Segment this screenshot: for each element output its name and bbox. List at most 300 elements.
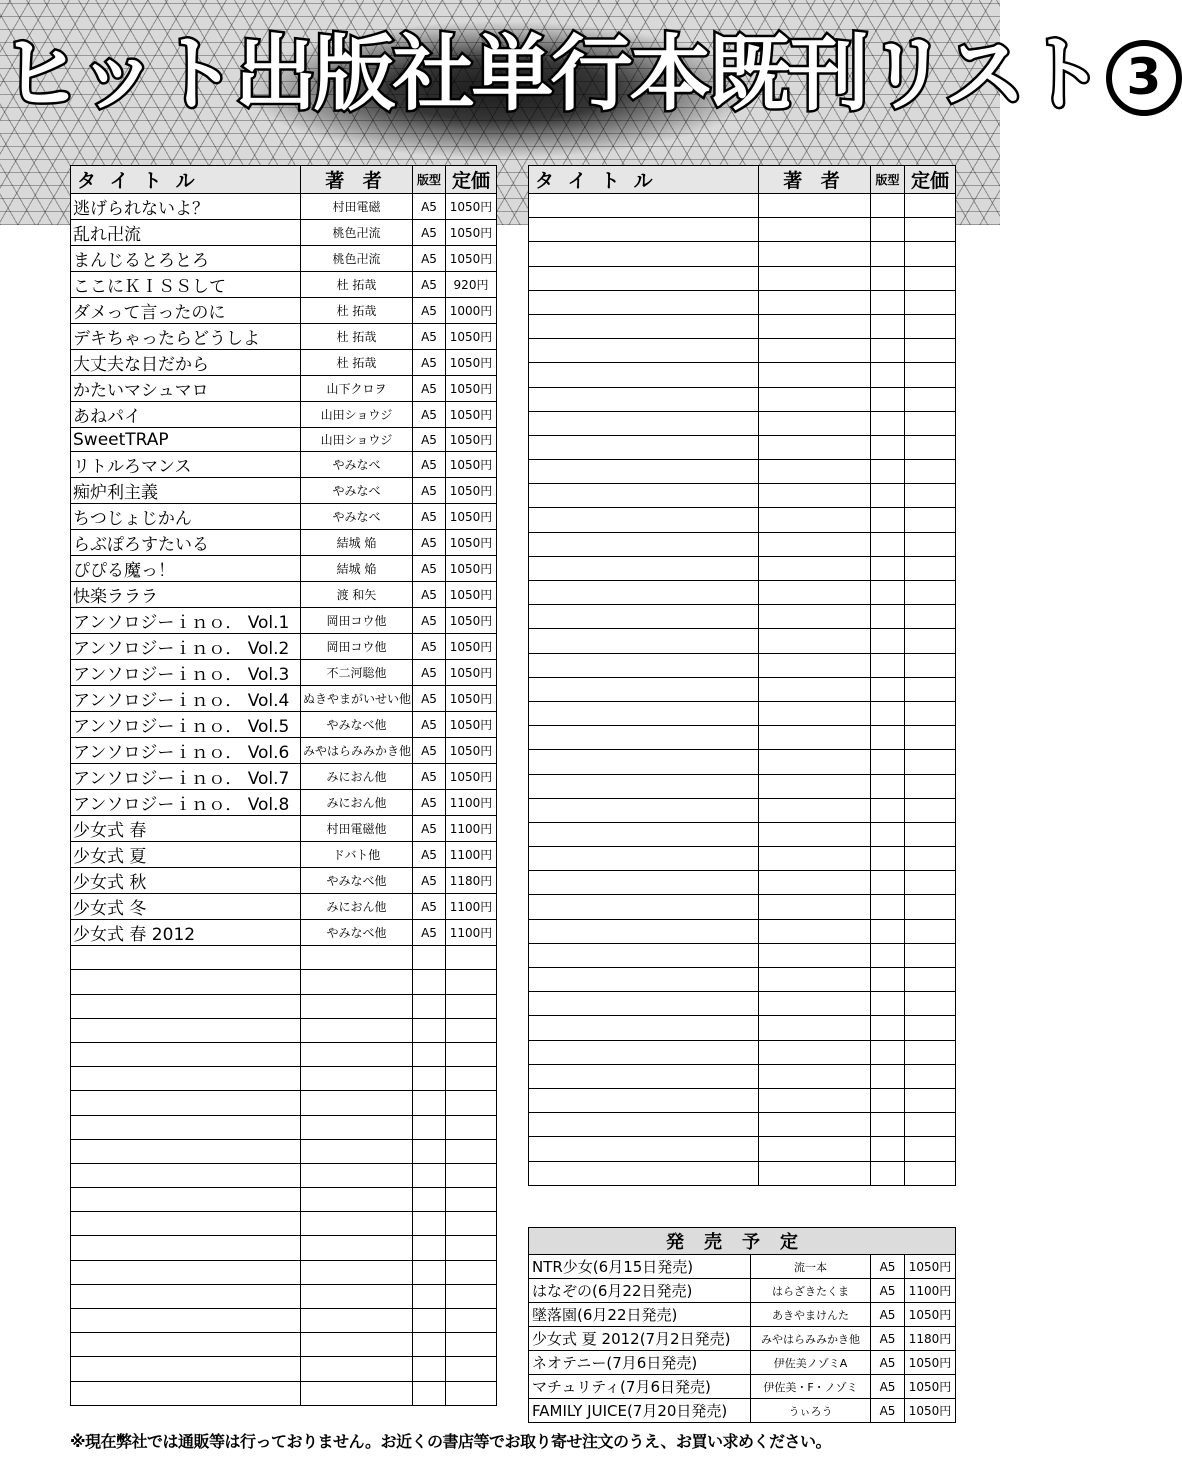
- cell-title: [529, 242, 759, 266]
- cell-author: やみなべ: [301, 452, 413, 478]
- cell-title: [71, 1381, 301, 1405]
- table-row: [71, 1018, 497, 1042]
- cell-format: A5: [413, 504, 446, 530]
- cell-price: [905, 581, 956, 605]
- cell-author: はらざきたくま: [751, 1279, 871, 1303]
- cell-format: A5: [413, 478, 446, 504]
- cell-title: [71, 1067, 301, 1091]
- cell-price: [446, 1333, 497, 1357]
- cell-title: [529, 484, 759, 508]
- cell-price: [446, 970, 497, 994]
- cell-author: やみなべ他: [301, 868, 413, 894]
- cell-author: [759, 290, 871, 314]
- table-row: [529, 1375, 956, 1399]
- cell-author: [301, 994, 413, 1018]
- cell-author: [759, 726, 871, 750]
- cell-title: [71, 1042, 301, 1066]
- cell-price: [905, 314, 956, 338]
- cell-price: [905, 968, 956, 992]
- cell-format: [413, 1067, 446, 1091]
- cell-format: A5: [413, 816, 446, 842]
- cell-price: [905, 242, 956, 266]
- table-row: [71, 1309, 497, 1333]
- cell-price: [905, 1064, 956, 1088]
- page-title: ヒット出版社単行本既刊リスト 3: [0, 20, 1000, 130]
- cell-author: 渡 和矢: [301, 582, 413, 608]
- table-row: [529, 798, 956, 822]
- cell-price: [905, 339, 956, 363]
- cell-title: かたいマシュマロ: [71, 376, 301, 402]
- cell-author: [759, 387, 871, 411]
- cell-title: [529, 460, 759, 484]
- cell-author: 山田ショウジ: [301, 402, 413, 428]
- cell-price: [446, 1357, 497, 1381]
- cell-price: [905, 435, 956, 459]
- cell-price: [905, 460, 956, 484]
- cell-format: [871, 1137, 905, 1161]
- cell-price: [905, 919, 956, 943]
- table-row: [529, 314, 956, 338]
- cell-title: ちつじょじかん: [71, 504, 301, 530]
- cell-title: 痴炉利主義: [71, 478, 301, 504]
- cell-price: [446, 1163, 497, 1187]
- cell-title: アンソロジーｉｎｏ． Vol.5: [71, 712, 301, 738]
- cell-title: [529, 1113, 759, 1137]
- cell-price: 1050円: [446, 582, 497, 608]
- table-row: [529, 629, 956, 653]
- cell-format: A5: [413, 868, 446, 894]
- table-row: [71, 712, 497, 738]
- cell-format: A5: [413, 350, 446, 376]
- cell-format: A5: [413, 556, 446, 582]
- cell-title: [529, 677, 759, 701]
- cell-format: [871, 798, 905, 822]
- cell-title: 少女式 冬: [71, 894, 301, 920]
- table-row: [529, 726, 956, 750]
- cell-format: [871, 992, 905, 1016]
- cell-title: あねパイ: [71, 402, 301, 428]
- table-row: [529, 1137, 956, 1161]
- cell-author: 伊佐美・F・ノゾミ: [751, 1375, 871, 1399]
- cell-author: ドバト他: [301, 842, 413, 868]
- cell-author: [759, 774, 871, 798]
- cell-format: A5: [413, 582, 446, 608]
- cell-format: [871, 435, 905, 459]
- cell-title: [529, 605, 759, 629]
- table-row: [71, 1260, 497, 1284]
- cell-author: [759, 339, 871, 363]
- cell-format: [871, 629, 905, 653]
- cell-author: [759, 992, 871, 1016]
- cell-price: [905, 1016, 956, 1040]
- cell-format: [871, 218, 905, 242]
- cell-author: [301, 1042, 413, 1066]
- cell-title: アンソロジーｉｎｏ． Vol.2: [71, 634, 301, 660]
- cell-author: 村田電磁: [301, 194, 413, 220]
- cell-format: A5: [871, 1375, 905, 1399]
- cell-format: A5: [871, 1351, 905, 1375]
- table-row: [529, 484, 956, 508]
- cell-format: [871, 726, 905, 750]
- cell-title: デキちゃったらどうしよ: [71, 324, 301, 350]
- cell-format: [871, 460, 905, 484]
- table-row: [71, 970, 497, 994]
- cell-format: [871, 750, 905, 774]
- cell-title: [529, 822, 759, 846]
- cell-price: [446, 1309, 497, 1333]
- cell-format: [871, 943, 905, 967]
- cell-price: [905, 895, 956, 919]
- cell-format: A5: [413, 220, 446, 246]
- cell-format: [871, 556, 905, 580]
- cell-price: 1050円: [446, 608, 497, 634]
- cell-price: 1050円: [446, 324, 497, 350]
- cell-author: 岡田コウ他: [301, 608, 413, 634]
- header-row: [529, 166, 956, 194]
- cell-author: [759, 1161, 871, 1185]
- cell-format: [871, 363, 905, 387]
- cell-format: A5: [413, 402, 446, 428]
- cell-price: 1100円: [446, 920, 497, 946]
- cell-format: [871, 1113, 905, 1137]
- table-row: [529, 1279, 956, 1303]
- cell-price: 1050円: [446, 660, 497, 686]
- cell-title: [529, 290, 759, 314]
- cell-price: 1050円: [446, 634, 497, 660]
- cell-format: A5: [413, 920, 446, 946]
- table-row: [529, 290, 956, 314]
- cell-format: A5: [413, 272, 446, 298]
- table-row: [71, 504, 497, 530]
- cell-price: [446, 1260, 497, 1284]
- cell-format: [871, 968, 905, 992]
- cell-price: 1050円: [446, 376, 497, 402]
- cell-price: [905, 508, 956, 532]
- cell-price: [905, 266, 956, 290]
- cell-author: [759, 218, 871, 242]
- cell-title: [529, 218, 759, 242]
- cell-title: [529, 992, 759, 1016]
- cell-format: [413, 1212, 446, 1236]
- cell-author: [759, 1137, 871, 1161]
- cell-format: [413, 1381, 446, 1405]
- table-row: [529, 363, 956, 387]
- cell-author: [301, 1091, 413, 1115]
- table-row: [71, 376, 497, 402]
- cell-title: [529, 968, 759, 992]
- cell-author: [759, 242, 871, 266]
- cell-price: 1100円: [446, 894, 497, 920]
- cell-title: [71, 1018, 301, 1042]
- table-row: [71, 582, 497, 608]
- cell-title: [71, 1212, 301, 1236]
- cell-format: [871, 266, 905, 290]
- cell-author: やみなべ: [301, 478, 413, 504]
- cell-title: [529, 363, 759, 387]
- table-row: [529, 1351, 956, 1375]
- table-row: [529, 1399, 956, 1423]
- cell-author: [301, 1381, 413, 1405]
- table-row: [529, 1088, 956, 1112]
- cell-author: やみなべ: [301, 504, 413, 530]
- cell-format: A5: [413, 738, 446, 764]
- cell-title: [71, 1163, 301, 1187]
- cell-title: [529, 314, 759, 338]
- cell-price: [905, 532, 956, 556]
- cell-title: アンソロジーｉｎｏ． Vol.7: [71, 764, 301, 790]
- cell-price: [446, 1236, 497, 1260]
- cell-format: [413, 946, 446, 970]
- cell-author: [759, 605, 871, 629]
- table-row: [529, 435, 956, 459]
- cell-price: [446, 946, 497, 970]
- cell-title: らぶぽろすたいる: [71, 530, 301, 556]
- cell-author: 結城 焔: [301, 530, 413, 556]
- cell-title: [529, 701, 759, 725]
- table-row: [529, 1255, 956, 1279]
- cell-format: [871, 387, 905, 411]
- cell-author: [301, 1139, 413, 1163]
- column-title: タイトル: [71, 166, 301, 194]
- cell-author: [759, 1016, 871, 1040]
- cell-title: [529, 532, 759, 556]
- cell-title: [71, 1139, 301, 1163]
- column-author: 著 者: [759, 166, 871, 194]
- table-row: [71, 194, 497, 220]
- table-row: [529, 605, 956, 629]
- cell-format: [871, 1161, 905, 1185]
- book-list-right: [528, 165, 956, 1186]
- cell-author: 杜 拓哉: [301, 324, 413, 350]
- cell-author: [759, 822, 871, 846]
- upcoming-releases-table: [528, 1227, 956, 1423]
- cell-author: [759, 847, 871, 871]
- cell-author: 桃色卍流: [301, 220, 413, 246]
- table-row: [529, 581, 956, 605]
- table-row: [71, 816, 497, 842]
- cell-author: 伊佐美ノゾミA: [751, 1351, 871, 1375]
- cell-price: 920円: [446, 272, 497, 298]
- cell-author: [759, 411, 871, 435]
- cell-format: A5: [413, 452, 446, 478]
- cell-title: 墜落園(6月22日発売): [529, 1303, 751, 1327]
- cell-author: みにおん他: [301, 790, 413, 816]
- cell-title: [71, 946, 301, 970]
- header-row: [71, 166, 497, 194]
- cell-price: 1050円: [446, 504, 497, 530]
- cell-title: リトルろマンス: [71, 452, 301, 478]
- cell-title: マチュリティ(7月6日発売): [529, 1375, 751, 1399]
- cell-format: [413, 1018, 446, 1042]
- table-row: [529, 774, 956, 798]
- cell-title: [529, 435, 759, 459]
- cell-title: [529, 750, 759, 774]
- cell-title: [529, 798, 759, 822]
- cell-price: 1100円: [446, 816, 497, 842]
- cell-title: アンソロジーｉｎｏ． Vol.3: [71, 660, 301, 686]
- cell-price: [905, 822, 956, 846]
- table-row: [71, 246, 497, 272]
- book-list-left: [70, 165, 497, 1406]
- cell-author: [759, 798, 871, 822]
- table-row: [529, 532, 956, 556]
- table-row: [71, 530, 497, 556]
- cell-title: 少女式 春: [71, 816, 301, 842]
- table-row: [71, 1212, 497, 1236]
- cell-format: [413, 1139, 446, 1163]
- cell-author: [301, 1357, 413, 1381]
- table-row: [529, 1113, 956, 1137]
- cell-title: [529, 774, 759, 798]
- cell-price: [446, 1188, 497, 1212]
- cell-format: [413, 1091, 446, 1115]
- table-row: [529, 847, 956, 871]
- cell-format: A5: [413, 686, 446, 712]
- cell-price: [446, 1018, 497, 1042]
- table-row: [529, 677, 956, 701]
- cell-author: みにおん他: [301, 764, 413, 790]
- table-row: [529, 992, 956, 1016]
- table-row: [71, 1091, 497, 1115]
- table-row: [529, 411, 956, 435]
- cell-title: はなぞの(6月22日発売): [529, 1279, 751, 1303]
- cell-author: 村田電磁他: [301, 816, 413, 842]
- column-author: 著 者: [301, 166, 413, 194]
- cell-format: A5: [413, 764, 446, 790]
- cell-author: [759, 677, 871, 701]
- table-row: [71, 1381, 497, 1405]
- cell-price: [905, 1137, 956, 1161]
- cell-format: [871, 847, 905, 871]
- cell-format: [413, 1163, 446, 1187]
- table-row: [529, 1161, 956, 1185]
- table-row: [529, 556, 956, 580]
- cell-format: A5: [871, 1279, 905, 1303]
- table-row: [71, 738, 497, 764]
- cell-author: [759, 1088, 871, 1112]
- cell-title: [529, 629, 759, 653]
- table-row: [71, 478, 497, 504]
- cell-author: [759, 943, 871, 967]
- cell-price: [446, 1042, 497, 1066]
- table-row: [71, 686, 497, 712]
- cell-price: [905, 774, 956, 798]
- cell-title: [71, 1188, 301, 1212]
- cell-author: 山田ショウジ: [301, 428, 413, 452]
- cell-author: [301, 1115, 413, 1139]
- cell-author: 杜 拓哉: [301, 350, 413, 376]
- table-row: [529, 218, 956, 242]
- cell-title: [529, 194, 759, 218]
- column-price: 定価: [446, 166, 497, 194]
- cell-format: [871, 508, 905, 532]
- cell-title: [71, 1236, 301, 1260]
- cell-author: [301, 1212, 413, 1236]
- cell-title: 少女式 秋: [71, 868, 301, 894]
- cell-author: [301, 1188, 413, 1212]
- cell-title: [529, 919, 759, 943]
- cell-title: アンソロジーｉｎｏ． Vol.6: [71, 738, 301, 764]
- cell-title: アンソロジーｉｎｏ． Vol.4: [71, 686, 301, 712]
- column-format: 版型: [413, 166, 446, 194]
- cell-price: 1050円: [446, 220, 497, 246]
- table-row: [71, 994, 497, 1018]
- cell-price: 1000円: [446, 298, 497, 324]
- cell-format: A5: [413, 246, 446, 272]
- cell-price: 1050円: [446, 712, 497, 738]
- cell-format: [413, 994, 446, 1018]
- cell-title: [529, 508, 759, 532]
- cell-author: [301, 1260, 413, 1284]
- cell-author: [759, 968, 871, 992]
- cell-title: [71, 1115, 301, 1139]
- table-row: [529, 701, 956, 725]
- cell-price: [905, 1113, 956, 1137]
- cell-format: [413, 1236, 446, 1260]
- cell-title: [71, 1260, 301, 1284]
- cell-title: [71, 1357, 301, 1381]
- cell-price: 1050円: [905, 1375, 956, 1399]
- cell-author: [759, 484, 871, 508]
- cell-title: [529, 1088, 759, 1112]
- cell-price: [905, 363, 956, 387]
- cell-title: [71, 1309, 301, 1333]
- cell-title: [529, 847, 759, 871]
- cell-title: ネオテニー(7月6日発売): [529, 1351, 751, 1375]
- cell-format: A5: [413, 894, 446, 920]
- table-row: [71, 634, 497, 660]
- cell-title: ダメって言ったのに: [71, 298, 301, 324]
- cell-title: 少女式 夏 2012(7月2日発売): [529, 1327, 751, 1351]
- table-row: [71, 1139, 497, 1163]
- cell-author: 岡田コウ他: [301, 634, 413, 660]
- cell-author: 山下クロヲ: [301, 376, 413, 402]
- cell-price: [446, 1212, 497, 1236]
- cell-title: [529, 726, 759, 750]
- table-row: [71, 272, 497, 298]
- cell-price: [905, 411, 956, 435]
- cell-author: 流一本: [751, 1255, 871, 1279]
- cell-format: A5: [871, 1399, 905, 1423]
- table-row: [529, 895, 956, 919]
- table-row: [529, 194, 956, 218]
- cell-format: A5: [413, 660, 446, 686]
- cell-author: [301, 1163, 413, 1187]
- table-row: [71, 428, 497, 452]
- cell-format: A5: [413, 842, 446, 868]
- table-row: [71, 402, 497, 428]
- cell-price: 1100円: [905, 1279, 956, 1303]
- cell-format: [871, 411, 905, 435]
- cell-format: [871, 774, 905, 798]
- cell-price: 1050円: [905, 1303, 956, 1327]
- cell-title: 少女式 春 2012: [71, 920, 301, 946]
- table-row: [529, 1016, 956, 1040]
- table-row: [71, 298, 497, 324]
- table-row: [71, 1067, 497, 1091]
- cell-price: 1050円: [446, 530, 497, 556]
- cell-price: [446, 1381, 497, 1405]
- table-row: [71, 790, 497, 816]
- cell-author: [301, 1018, 413, 1042]
- cell-author: [301, 1284, 413, 1308]
- cell-author: [759, 435, 871, 459]
- cell-title: 大丈夫な日だから: [71, 350, 301, 376]
- cell-price: 1050円: [905, 1351, 956, 1375]
- table-row: [71, 868, 497, 894]
- cell-price: [905, 943, 956, 967]
- table-row: [71, 1357, 497, 1381]
